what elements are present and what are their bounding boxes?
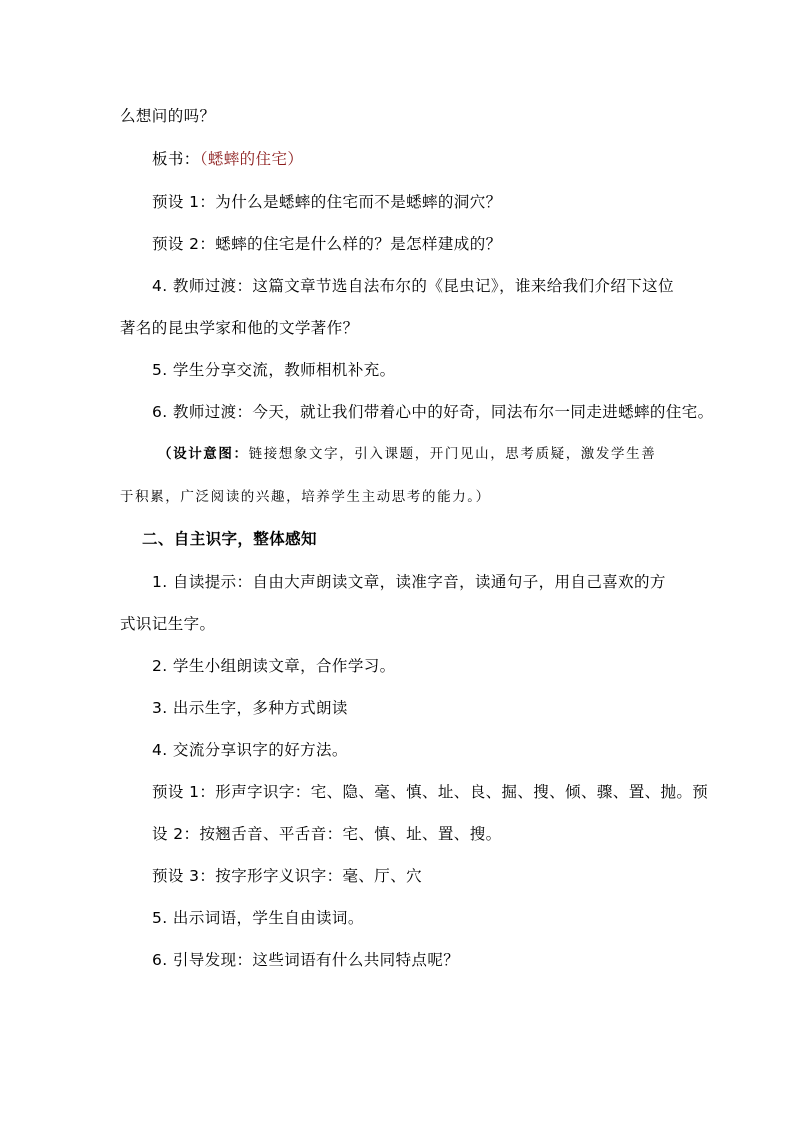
step-5-show-words: 5. 出示词语，学生自由读词。 [152, 909, 364, 927]
step-6-guide-discovery: 6. 引导发现：这些词语有什么共同特点呢？ [152, 951, 460, 969]
step-4-share-methods: 4. 交流分享识字的好方法。 [152, 741, 348, 759]
design-intent [158, 444, 656, 464]
step-4-transition: 4. 教师过渡：这篇文章节选自法布尔的《昆虫记》，谁来给我们介绍下这位 [152, 277, 674, 295]
step-4-transition-cont: 著名的昆虫学家和他的文学著作？ [120, 319, 359, 337]
step-6-transition: 6. 教师过渡：今天，就让我们带着心中的好奇，同法布尔一同走进蟋蟀的住宅。 [152, 403, 714, 421]
design-intent-text: 链接想象文字，引入课题，开门见山，思考质疑，激发学生善 [248, 446, 657, 462]
preset-phonetic: 预设 1：形声字识字：宅、隐、毫、慎、址、良、掘、搜、倾、骤、置、抛。预 [152, 783, 709, 801]
preset-form-meaning: 预设 3：按字形字义识字：毫、厅、穴 [152, 867, 422, 885]
paragraph-continuation: 么想问的吗？ [120, 107, 216, 125]
board-writing [152, 149, 303, 169]
step-1-self-reading: 1. 自读提示：自由大声朗读文章，读准字音，读通句子，用自己喜欢的方 [152, 573, 666, 591]
preset-1: 预设 1：为什么是蟋蟀的住宅而不是蟋蟀的洞穴？ [152, 193, 502, 211]
section-heading-2: 二、自主识字，整体感知 [142, 530, 317, 548]
design-intent-cont: 于积累，广泛阅读的兴趣，培养学生主动思考的能力。） [120, 489, 491, 505]
step-2-group-reading: 2. 学生小组朗读文章，合作学习。 [152, 657, 396, 675]
step-1-self-reading-cont: 式识记生字。 [120, 615, 216, 633]
preset-2: 预设 2：蟋蟀的住宅是什么样的？是怎样建成的？ [152, 235, 502, 253]
board-writing-label: 板书： [152, 150, 200, 168]
step-5-share: 5. 学生分享交流，教师相机补充。 [152, 361, 396, 379]
step-3-show-characters: 3. 出示生字，多种方式朗读 [152, 699, 348, 717]
design-intent-label: （设计意图： [158, 446, 249, 462]
preset-phonetic-cont: 设 2：按翘舌音、平舌音：宅、慎、址、置、搜。 [152, 825, 502, 843]
board-writing-title: （蟋蟀的住宅） [199, 150, 304, 168]
